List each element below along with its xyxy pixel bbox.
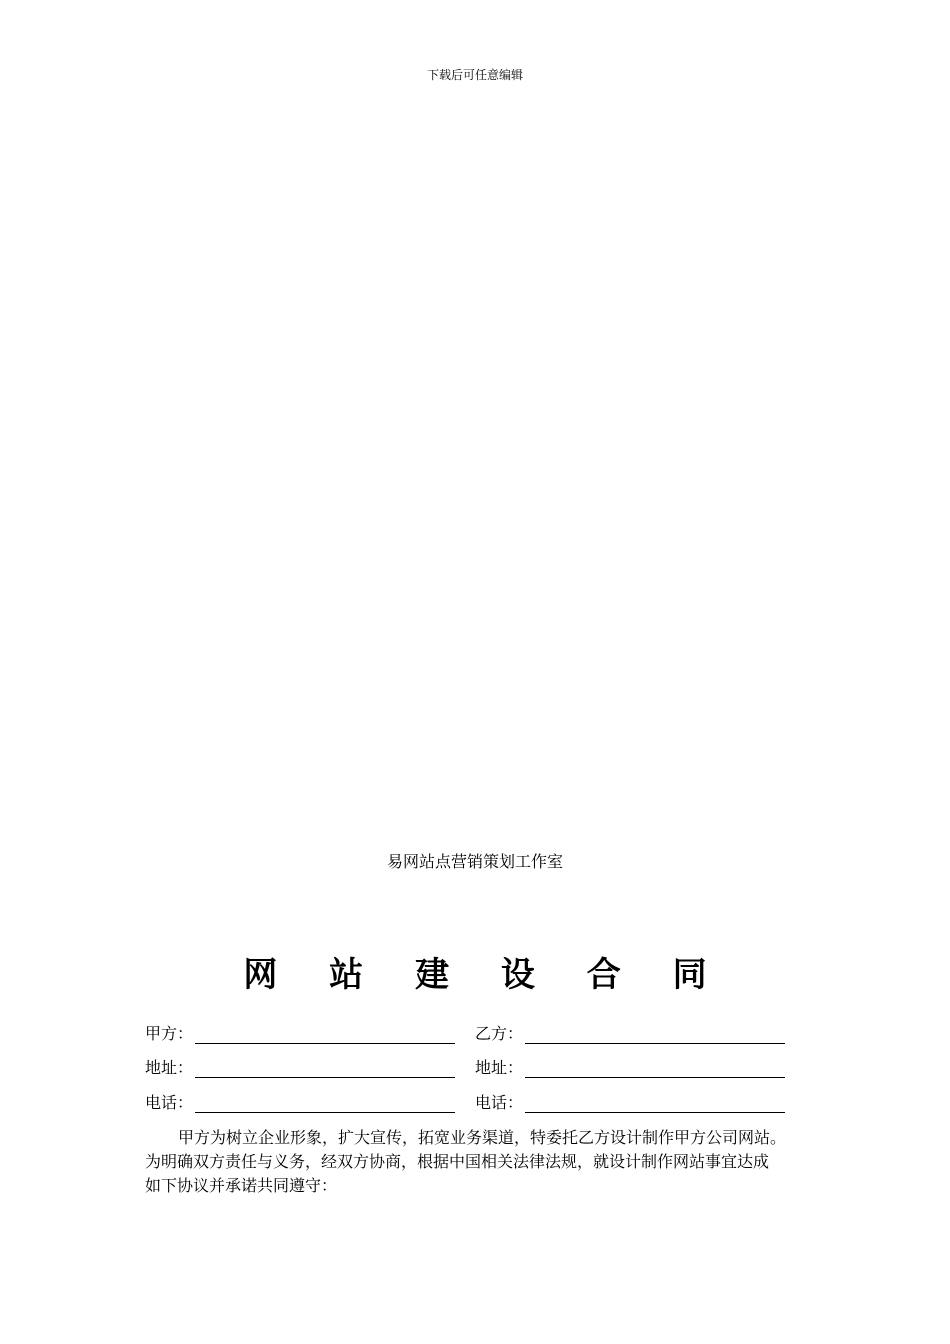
party-b-phone-label: 电话：	[475, 1093, 524, 1112]
intro-line-3: 如下协议并承诺共同遵守：	[145, 1176, 338, 1195]
party-b-phone-blank[interactable]	[525, 1094, 785, 1113]
header-note: 下载后可任意编辑	[426, 68, 523, 82]
party-b-address-label: 地址：	[475, 1058, 524, 1077]
intro-line-1: 甲方为树立企业形象，扩大宣传，拓宽业务渠道，特委托乙方设计制作甲方公司网站。	[178, 1128, 787, 1147]
studio-name: 易网站点营销策划工作室	[386, 852, 563, 871]
contract-title: 网 站 建 设 合 同	[243, 955, 727, 995]
party-a-phone-blank[interactable]	[195, 1094, 455, 1113]
party-b-address-field[interactable]	[475, 1055, 785, 1078]
party-a-address-label: 地址：	[145, 1058, 194, 1077]
intro-paragraph	[145, 1126, 815, 1198]
intro-line-2: 为明确双方责任与义务，经双方协商，根据中国相关法律法规，就设计制作网站事宜达成	[145, 1152, 770, 1171]
party-a-address-field[interactable]	[145, 1055, 455, 1078]
party-row-name	[145, 1021, 805, 1045]
party-a-address-blank[interactable]	[195, 1059, 455, 1078]
party-b-name-field[interactable]	[475, 1021, 785, 1044]
party-b-name-blank[interactable]	[525, 1025, 785, 1044]
party-row-phone	[145, 1090, 805, 1114]
party-a-name-field[interactable]	[145, 1021, 455, 1044]
party-b-phone-field[interactable]	[475, 1090, 785, 1113]
party-b-address-blank[interactable]	[525, 1059, 785, 1078]
party-row-address	[145, 1055, 805, 1079]
party-a-name-blank[interactable]	[195, 1025, 455, 1044]
party-a-phone-field[interactable]	[145, 1090, 455, 1113]
party-a-phone-label: 电话：	[145, 1093, 194, 1112]
party-a-name-label: 甲方：	[145, 1024, 194, 1043]
party-b-name-label: 乙方：	[475, 1024, 524, 1043]
